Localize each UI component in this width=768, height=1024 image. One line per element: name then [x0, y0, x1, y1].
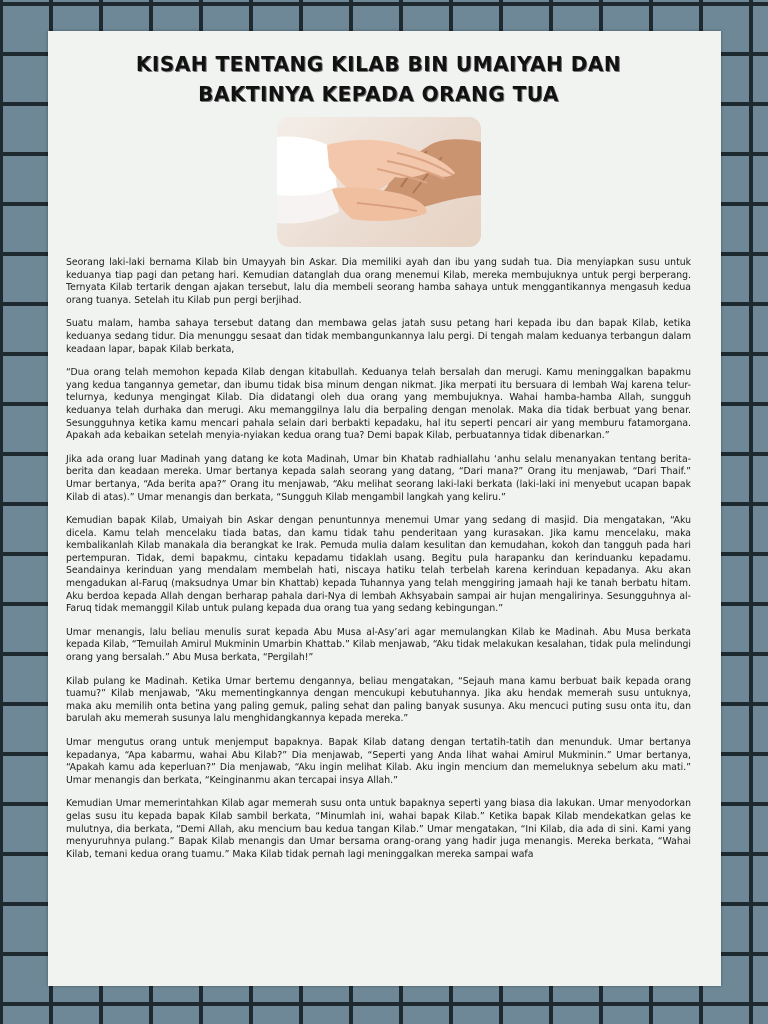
- paragraph: Suatu malam, hamba sahaya tersebut datang dan membawa gelas jatah susu petang hari kepada ibu dan bapak Kilab, ketika keduanya sedang tidur. Dia menunggu sesaat dan tidak membangunkannya lalu pergi. Di tengah malam keduanya terbangun dalam keadaan lapar, bapak Kilab berkata,: [66, 318, 691, 355]
- holding-hands-photo: [277, 117, 481, 247]
- paragraph: Umar mengutus orang untuk menjemput bapaknya. Bapak Kilab datang dengan tertatih-tatih dan menunduk. Umar bertanya kepadanya, “Apa kabarmu, wahai Abu Kilab?” Dia menjawab, “Seperti yang Anda lihat wahai Amirul Mukminin.” Umar bertanya, “Apakah kamu ada keperluan?” Dia menjawab, “Aku ingin melihat Kilab. Aku ingin mencium dan memeluknya sebelum aku mati.” Umar menangis dan berkata, “Keinginanmu akan tercapai insya Allah.”: [66, 737, 691, 786]
- paragraph: Seorang laki-laki bernama Kilab bin Umayyah bin Askar. Dia memiliki ayah dan ibu yang sudah tua. Dia menyiapkan susu untuk keduanya tiap pagi dan petang hari. Kemudian datanglah dua orang menemui Kilab, mereka membujuknya untuk pergi berperang. Ternyata Kilab tertarik dengan ajakan tersebut, lalu dia membeli seorang hamba sahaya untuk menggantikannya mengasuh kedua orang tuanya. Setelah itu Kilab pun pergi berjihad.: [66, 257, 691, 306]
- title-line-2: BAKTINYA KEPADA ORANG TUA: [198, 82, 559, 106]
- paragraph: Kilab pulang ke Madinah. Ketika Umar bertemu dengannya, beliau mengatakan, “Sejauh mana kamu berbuat baik kepada orang tuamu?” Kilab menjawab, “Aku mementingkannya dengan mencukupi kebutuhannya. Jika aku hendak memerah susu untuknya, maka aku memilih onta betina yang paling gemuk, paling sehat dan paling banyak susunya. Aku mencuci puting susu onta itu, dan barulah aku memerah susunya lalu menghidangkannya kepada mereka.”: [66, 675, 691, 725]
- paragraph: Jika ada orang luar Madinah yang datang ke kota Madinah, Umar bin Khatab radhiallahu ‘anhu selalu menanyakan tentang berita-berita dan keadaan mereka. Umar bertanya kepada salah seorang yang datang, “Dari mana?” Orang itu menjawab, “Dari Thaif.” Umar bertanya, “Ada berita apa?” Orang itu menjawab, “Aku melihat seorang laki-laki berkata (laki-laki ini menyebut ucapan bapak Kilab di atas).” Umar menangis dan berkata, “Sungguh Kilab mengambil langkah yang keliru.”: [66, 453, 691, 503]
- paragraph: Umar menangis, lalu beliau menulis surat kepada Abu Musa al-Asy’ari agar memulangkan Kilab ke Madinah. Abu Musa berkata kepada Kilab, “Temuilah Amirul Mukminin Umarbin Khattab.” Kilab menjawab, “Aku tidak melakukan kesalahan, tidak pula melindungi orang yang bersalah.” Abu Musa berkata, “Pergilah!”: [66, 626, 691, 664]
- page-title: [66, 49, 691, 109]
- paragraph: Kemudian Umar memerintahkan Kilab agar memerah susu onta untuk bapaknya seperti yang biasa dia lakukan. Umar menyodorkan gelas susu itu kepada bapak Kilab sambil berkata, “Minumlah ini, wahai bapak Kilab.” Ketika bapak Kilab mendekatkan gelas ke mulutnya, dia berkata, “Demi Allah, aku mencium bau kedua tangan Kilab.” Umar mengatakan, “Ini Kilab, dia ada di sini. Kami yang menyuruhnya pulang.” Bapak Kilab menangis dan Umar bersama orang-orang yang hadir juga menangis. Mereka berkata, “Wahai Kilab, temani kedua orang tuamu.” Maka Kilab tidak pernah lagi meninggalkan mereka sampai wafa: [66, 798, 691, 860]
- article-page: [48, 31, 721, 986]
- title-line-1: KISAH TENTANG KILAB BIN UMAIYAH DAN: [135, 52, 622, 76]
- paragraph: Kemudian bapak Kilab, Umaiyah bin Askar dengan penuntunnya menemui Umar yang sedang di masjid. Dia mengatakan, “Aku dicela. Kamu telah mencelaku tiada batas, dan kamu tidak tahu penderitaan yang kurasakan. Jika kamu mencelaku, maka kembalikanlah Kilab manakala dia berangkat ke Irak. Pemuda mulia dalam kesulitan dan kemudahan, kokoh dan tangguh pada hari pertempuran. Tidak, demi bapakmu, cintaku kepadamu tidaklah usang. Begitu pula harapanku dan kerinduanku kepadamu. Seandainya kerinduan yang mendalam membelah hati, niscaya hatiku telah terbelah karena kerinduan kepadanya. Aku akan mengadukan al-Faruq (maksudnya Umar bin Khattab) kepada Tuhannya yang telah menggiring jamaah haji ke tanah berbatu hitam. Aku berdoa kepada Allah dengan berharap pahala dari-Nya di lembah Akhsyabain sampai air hujan mengalirinya. Sesungguhnya al-Faruq tidak memanggil Kilab untuk pulang kepada dua orang tua yang sedang kebingungan.”: [66, 515, 691, 615]
- hands-illustration: [277, 117, 481, 247]
- article-body: [66, 257, 691, 861]
- paragraph: “Dua orang telah memohon kepada Kilab dengan kitabullah. Keduanya telah bersalah dan merugi. Kamu meninggalkan bapakmu yang kedua tangannya gemetar, dan ibumu tidak bisa minum dengan nikmat. Jika merpati itu bersuara di lembah Waj karena telur-telurnya, kedunya mengingat Kilab. Dia didatangi oleh dua orang yang membujuknya. Wahai hamba-hamba Allah, sungguh keduanya telah durhaka dan merugi. Aku memanggilnya lalu dia berpaling dengan menolak. Maka dia tidak berbuat yang benar. Sesungguhnya ketika kamu mencari pahala selain dari berbakti kepadaku, hal itu seperti pencari air yang memburu fatamorgana. Apakah ada kebaikan setelah menyia-nyiakan kedua orang tua? Demi bapak Kilab, perbuatannya tidak dibenarkan.”: [66, 367, 691, 442]
